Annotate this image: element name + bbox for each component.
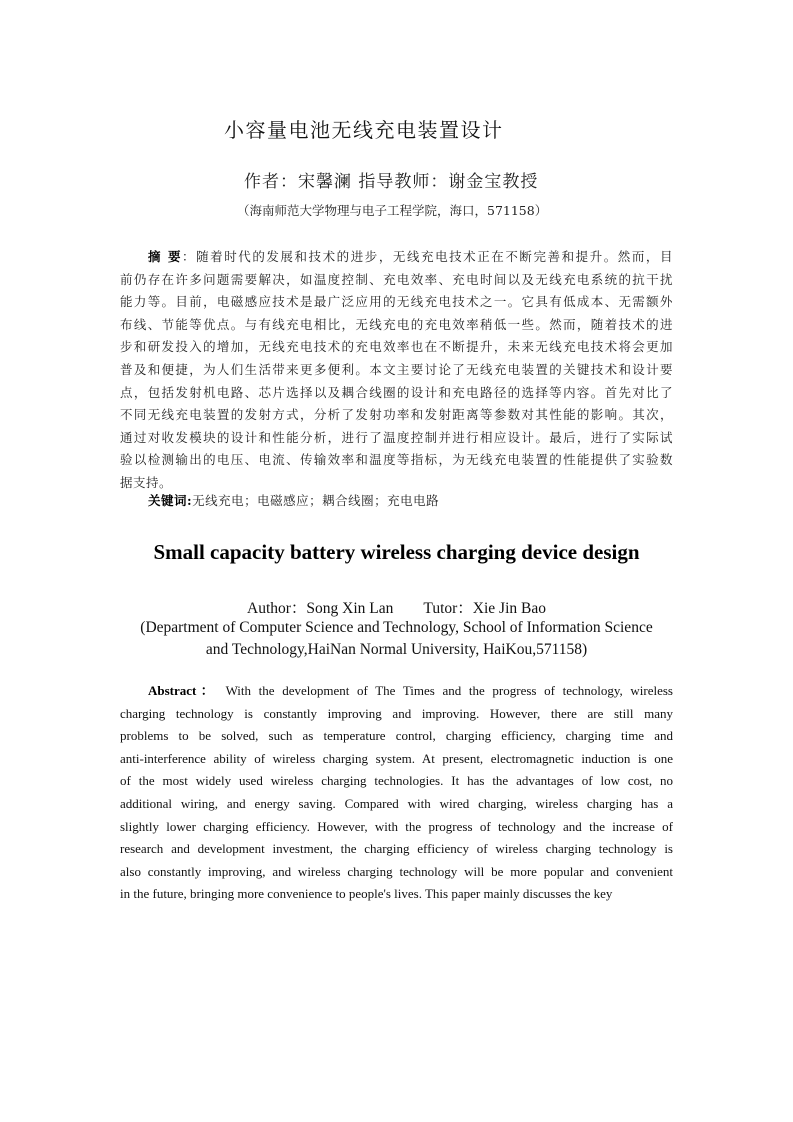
chinese-abstract (120, 246, 673, 495)
english-title: Small capacity battery wireless charging device design (153, 540, 640, 564)
chinese-abstract-label: 摘 要 (148, 249, 183, 264)
english-abstract-line: research and development investment, the charging efficiency of wireless charging technology is (120, 841, 673, 857)
english-abstract (120, 680, 673, 906)
english-abstract-line: in the future, bringing more convenience to people's lives. This paper mainly discusses the key (120, 886, 613, 902)
chinese-abstract-label-separator: ： (182, 249, 197, 264)
chinese-abstract-line (120, 246, 673, 269)
english-abstract-line: of the most widely used wireless charging technologies. It has the advantages of low cost, no (120, 773, 673, 789)
chinese-authors: 作者：宋馨澜 指导教师：谢金宝教授 (244, 172, 539, 192)
english-abstract-line (120, 680, 673, 703)
english-tutor: Tutor：Xie Jin Bao (423, 600, 546, 617)
chinese-abstract-line: 验以检测输出的电压、电流、传输效率和温度等指标，为无线充电装置的性能提供了实验数 (120, 452, 673, 468)
english-affiliation-line: (Department of Computer Science and Technology, School of Information Science (140, 619, 653, 636)
chinese-affiliation: （海南师范大学物理与电子工程学院，海口，571158） (237, 203, 548, 218)
english-author: Author：Song Xin Lan (247, 600, 394, 617)
chinese-abstract-line: 不同无线充电装置的发射方式，分析了发射功率和发射距离等参数对其性能的影响。其次， (120, 407, 673, 423)
english-abstract-line: additional wiring, and energy saving. Compared with wired charging, wireless charging has a (120, 795, 673, 811)
chinese-abstract-line: 普及和便捷，为人们生活带来更多便利。本文主要讨论了无线充电装置的关键技术和设计要 (120, 361, 673, 377)
chinese-keywords-list: 无线充电；电磁感应；耦合线圈；充电电路 (192, 493, 440, 508)
english-affiliation (0, 617, 793, 661)
english-abstract-line-text: With the development of The Times and the progress of technology, wireless (225, 683, 673, 698)
chinese-abstract-line-text: 随着时代的发展和技术的进步，无线充电技术正在不断完善和提升。然而，目 (196, 249, 673, 264)
english-affiliation-line: and Technology,HaiNan Normal University, HaiKou,571158) (205, 641, 588, 658)
chinese-abstract-line: 点，包括发射机电路、芯片选择以及耦合线圈的设计和充电路径的选择等内容。首先对比了 (120, 384, 673, 400)
chinese-keywords-label: 关键词: (148, 493, 193, 508)
english-abstract-line: anti-interference ability of wireless charging system. At present, electromagnetic induction is one (120, 750, 673, 766)
chinese-abstract-line: 据支持。 (120, 474, 173, 490)
chinese-abstract-line: 通过对收发模块的设计和性能分析，进行了温度控制并进行相应设计。最后，进行了实际试 (120, 429, 673, 445)
chinese-abstract-line: 前仍存在许多问题需要解决，如温度控制、充电效率、充电时间以及无线充电系统的抗干扰 (120, 271, 673, 287)
chinese-abstract-line: 能力等。目前，电磁感应技术是最广泛应用的无线充电技术之一。它具有低成本、无需额外 (120, 294, 673, 310)
english-abstract-line: also constantly improving, and wireless charging technology will be more popular and convenient (120, 863, 673, 879)
chinese-abstract-line: 步和研发投入的增加，无线充电技术的充电效率也在不断提升，未来无线充电技术将会更加 (120, 339, 673, 355)
chinese-keywords (148, 491, 439, 509)
chinese-abstract-line: 布线、节能等优点。与有线充电相比，无线充电的充电效率稍低一些。然而，随着技术的进 (120, 316, 673, 332)
english-abstract-line: slightly lower charging efficiency. However, with the progress of technology and the increase of (120, 818, 673, 834)
english-abstract-line: problems to be solved, such as temperature control, charging efficiency, charging time and (120, 728, 673, 744)
english-abstract-label: Abstract： (148, 683, 219, 698)
english-authors (0, 596, 793, 618)
chinese-title: 小容量电池无线充电装置设计 (224, 118, 504, 142)
english-abstract-line: charging technology is constantly improving and improving. However, there are still many (120, 705, 673, 721)
